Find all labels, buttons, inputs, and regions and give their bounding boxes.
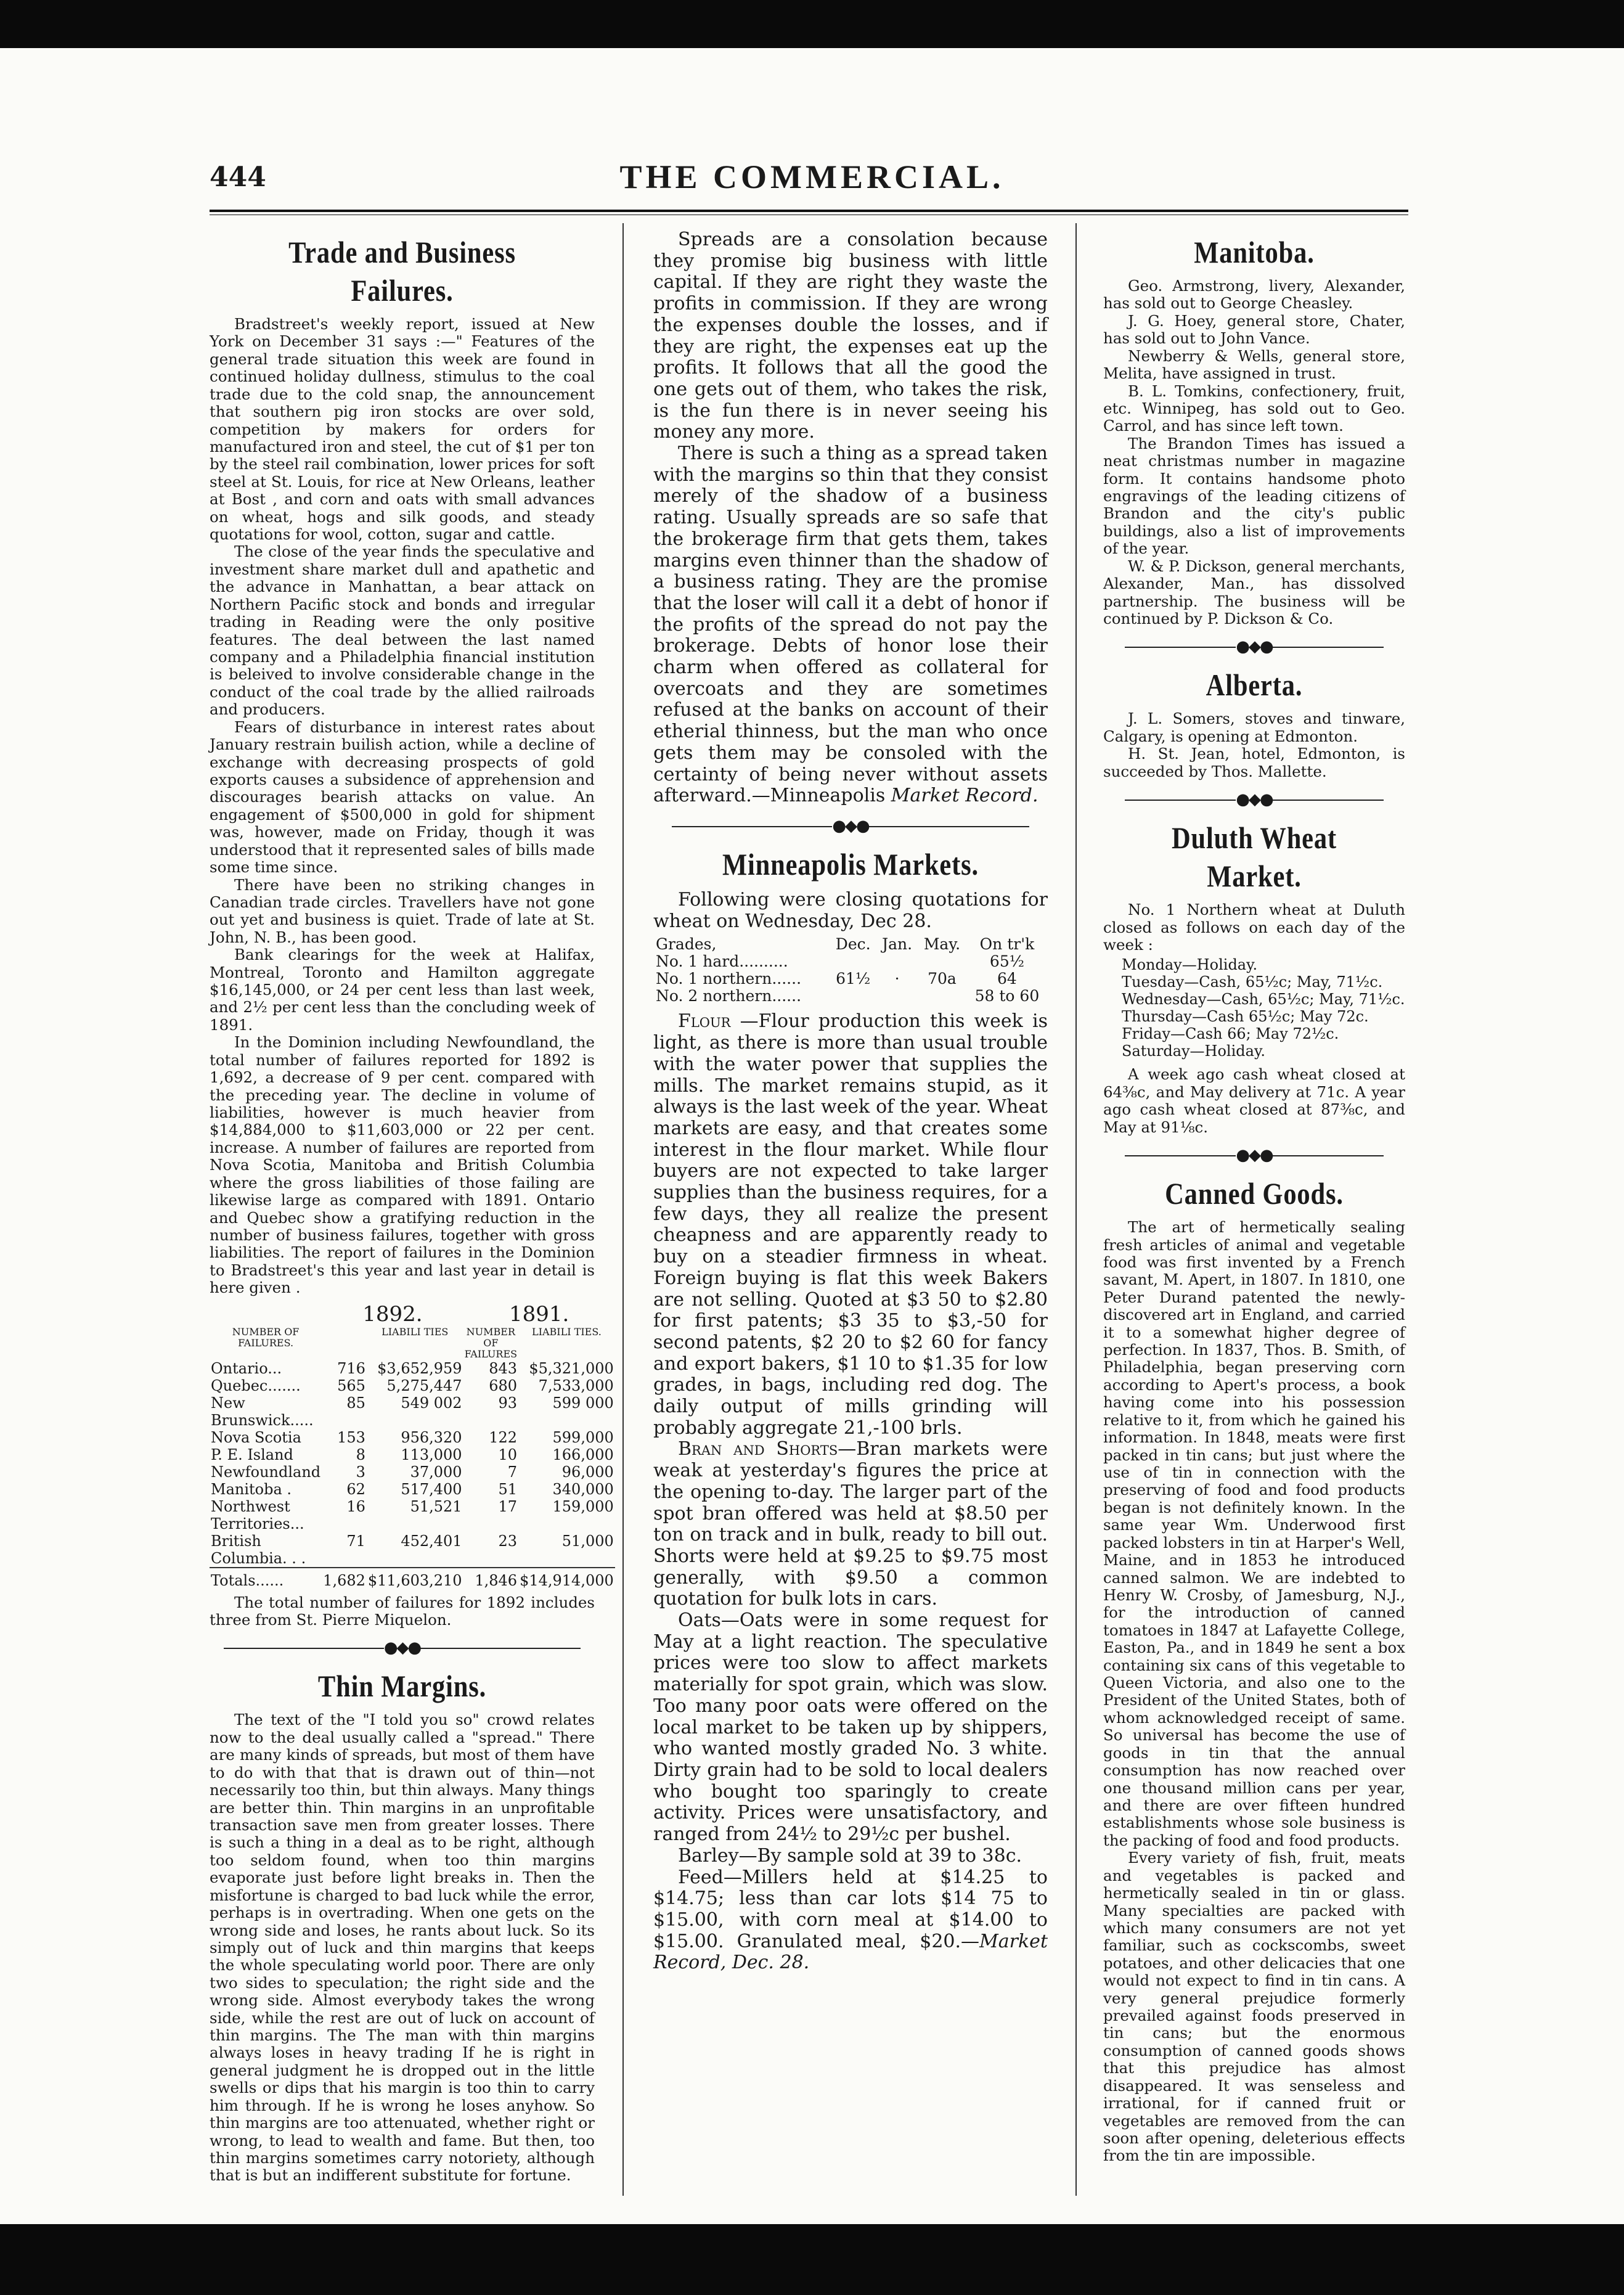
flour-paragraph: Flour —Flour production this week is light, as there is more than usual trouble with the water power that supplies the mills. The market remains stupid, as it always is the last week of the year. Wheat markets are easy, and that creates some interest in the flour market. While flour buyers are not expected to take larger supplies than the business requires, for a few days, they all realize the present cheapness and are apparently ready to buy on a steadier firmness in wheat. Foreign buying is flat this week Bakers are not selling. Quoted at $3 50 to $2.80 for first patents; $3 35 to $3,-50 for second patents, $2 20 to $2 60 for fancy and export bakers, $1 10 to $1.35 for low grades, in bags, including red dog. The daily output of mills grinding will probably aggregate 21,-100 brls. — [653, 1010, 1048, 1439]
column-header: NUMBER OF FAILURES — [464, 1325, 518, 1360]
list-item: H. St. Jean, hotel, Edmonton, is succeeded by Thos. Mallette. — [1103, 745, 1405, 780]
trade-paragraph: Bank clearings for the week at Halifax, Montreal, Toronto and Hamilton aggregate $16,145,000, or 24 per cent less than last week, and 2½ per cent less than the concluding week of 1891. — [210, 946, 595, 1034]
column-2 — [653, 229, 1048, 1974]
year-1891-label: 1891. — [509, 1301, 569, 1327]
minneapolis-heading: Minneapolis Markets. — [722, 846, 979, 882]
column-divider — [622, 223, 624, 2196]
source-citation: Market Record. — [891, 785, 1038, 807]
table-row: Newfoundland 3 37,000 7 96,000 — [211, 1463, 614, 1481]
trade-failures-heading: Trade and Business Failures. — [288, 235, 516, 308]
trade-paragraph: In the Dominion including Newfoundland, the total number of failures reported for 1892 is 1,692, a decrease of 9 per cent. compared with the preceding year. The decline in volume of liabilities, however is much heavier from $14,884,000 to $11,603,000 or 22 per cent. increase. A number of failures are reported from Nova Scotia, Manitoba and British Columbia where the gross liabilities of those failing are likewise large as compared with 1891. Ontario and Quebec show a gratifying reduction in the number of business failures, together with gross liabilities. The report of failures in the Dominion to Bradstreet's this year and last year in detail is here given . — [210, 1033, 595, 1297]
table-row: Ontario... 716 $3,652,959 843 $5,321,000 — [211, 1359, 614, 1377]
list-item: Monday—Holiday. — [1122, 956, 1258, 974]
list-item: J. L. Somers, stoves and tinware, Calgary, is opening at Edmonton. — [1103, 710, 1405, 745]
column-header: LIABILI TIES. — [532, 1325, 602, 1338]
feed-paragraph: Feed—Millers held at $14.25 to $14.75; less than car lots $14 75 to $15.00, with corn meal at $14.00 to $15.00. Granulated meal, $20.—Market Record, Dec. 28. — [653, 1866, 1048, 1974]
list-item: Saturday—Holiday. — [1122, 1042, 1265, 1060]
table-row: Quebec....... 565 5,275,447 680 7,533,000 — [211, 1377, 614, 1394]
header-rule — [210, 210, 1408, 215]
duluth-intro: No. 1 Northern wheat at Duluth closed as follows on each day of the week : — [1103, 901, 1405, 954]
table-row: Northwest Territories... 16 51,521 17 159,000 — [211, 1497, 614, 1532]
list-item: Newberry & Wells, general store, Melita, have assigned in trust. — [1103, 346, 1405, 383]
trade-paragraph: Fears of disturbance in interest rates about January restrain builish action, while a decline of exchange with decreasing prospects of gold exports causes a subsidence of apprehension and discourages bearish attacks on value. An engagement of $500,000 in gold for shipment was, however, made on Friday, though it was understood that it represented sales of bills made some time since. — [210, 718, 595, 877]
table-row: No. 1 hard.......... 65½ — [656, 952, 1024, 971]
column-header: LIABILI TIES — [382, 1325, 449, 1338]
top-scan-border — [0, 0, 1624, 48]
duluth-heading: Duluth Wheat Market. — [1171, 820, 1337, 894]
oats-paragraph: Oats—Oats were in some request for May at a light reaction. The speculative prices were too slow to affect markets materially for spot grain, which was slow. Too many poor oats were offered on the local market to be taken up by shippers, who wanted mostly graded No. 3 white. Dirty grain had to be sold to local dealers who bought too sparingly to create activity. Prices were unsatisfactory, and ranged from 24½ to 29½c per bushel. — [653, 1610, 1048, 1846]
section-ornament: ●◆● — [1103, 639, 1405, 655]
bran-paragraph: Bran and Shorts—Bran markets were weak at yesterday's figures the price at the opening to-day. The larger part of the spot bran offered was held at $8.50 per ton on track and in bulk, ready to bill out. Shorts were held at $9.25 to $9.75 most generally, with $9.50 a common quotation for bulk lots in cars. — [653, 1438, 1048, 1610]
table-row: P. E. Island 8 113,000 10 166,000 — [211, 1446, 614, 1463]
trade-paragraph: The total number of failures for 1892 includes three from St. Pierre Miquelon. — [210, 1593, 595, 1629]
list-item: Wednesday—Cash, 65½c; May, 71½c. — [1122, 991, 1405, 1008]
alberta-heading: Alberta. — [1206, 668, 1303, 703]
table-row: No. 2 northern...... 58 to 60 — [656, 987, 1040, 1005]
list-item: Geo. Armstrong, livery, Alexander, has sold out to George Cheasley. — [1103, 277, 1405, 313]
thin-margins-paragraph: There is such a thing as a spread taken with the margins so thin that they consist merely of the shadow of a business rating. Usually spreads are so safe that the brokerage firm that gets them, takes margins even thinner than the shadow of a business rating. They are the promise that the loser will call it a debt of honor if the profits of the spread do not pay the brokerage. Debts of honor lose their charm when offered as collateral for overcoats and they are sometimes refused at the banks on account of their etherial thinness, but the man who once gets them may be consoled with the certainty of being never without assets afterward.—Minneapolis Market Record. — [653, 443, 1048, 807]
table-row: Manitoba . 62 517,400 51 340,000 — [211, 1480, 614, 1498]
thin-margins-heading: Thin Margins. — [317, 1669, 487, 1704]
section-ornament: ●◆● — [653, 818, 1048, 834]
column-header: NUMBER OF FAILURES. — [232, 1325, 300, 1349]
column-divider — [1075, 223, 1077, 2196]
list-item: The Brandon Times has issued a neat christmas number in magazine form. It contains handsome photo engravings of the leading citizens of Brandon and the city's public buildings, also a list of improvements of the year. — [1103, 434, 1405, 558]
section-ornament: ●◆● — [1103, 1147, 1405, 1163]
canned-goods-paragraph: Every variety of fish, fruit, meats and vegetables is packed and hermetically sealed in tin or glass. Many specialties are packed with which many consumers are not yet familiar, such as cockscombs, sweet potatoes, and other delicacies that one would not expect to find in tin cans. A very general prejudice formerly prevailed against foods preserved in tin cans; but the enormous consumption of canned goods shows that this prejudice has almost disappeared. It was senseless and irrational, for if canned fruit or vegetables are removed from the can soon after opening, deleterious effects from the tin are impossible. — [1103, 1849, 1405, 2165]
list-item: J. G. Hoey, general store, Chater, has sold out to John Vance. — [1103, 311, 1405, 348]
canned-goods-heading: Canned Goods. — [1165, 1176, 1344, 1211]
list-item: B. L. Tomkins, confectionery, fruit, etc. Winnipeg, has sold out to Geo. Carrol, and has since left town. — [1103, 382, 1405, 435]
page-header — [0, 148, 1624, 216]
table-row: British Columbia. . . 71 452,401 23 51,000 — [211, 1532, 614, 1567]
bottom-scan-border — [0, 2224, 1624, 2295]
list-item: Thursday—Cash 65½c; May 72c. — [1122, 1008, 1369, 1026]
trade-paragraph: Bradstreet's weekly report, issued at New York on December 31 says :—" Features of the general trade situation this week are found in continued holiday dullness, stimulus to the coal trade due to the cold snap, the announcement that southern pig iron stocks are over sold, competition by makers for orders for manufactured iron and steel, the cut of $1 per ton by the steel rail combination, lower prices for soft steel at St. Louis, for rice at New Orleans, leather at Bost , and corn and oats with small advances on wheat, hogs and silk goods, and steady quotations for wool, cotton, sugar and cattle. — [210, 315, 595, 544]
column-3 — [1103, 229, 1405, 2165]
table-row: New Brunswick..... 85 549 002 93 599 000 — [211, 1394, 614, 1429]
list-item: Tuesday—Cash, 65½c; May, 71½c. — [1122, 973, 1383, 991]
trade-paragraph: The close of the year finds the speculative and investment share market dull and apathetic and the advance in Manhattan, a bear attack on Northern Pacific stock and bonds and irregular trading in Reading were the only positive features. The deal between the last named company and a Philadelphia financial institution is beleived to involve considerable change in the conduct of the coal trade by the allied railroads and producers. — [210, 542, 595, 719]
section-ornament: ●◆● — [1103, 792, 1405, 808]
table-row: No. 1 northern...... 61½ · 70a 64 — [656, 970, 1017, 988]
duluth-daily-prices — [1122, 956, 1405, 1060]
thin-margins-paragraph: Spreads are a consolation because they promise big business with little capital. If they are right they waste the profits in commission. If they are wrong the expenses double the losses, and if they are right, the expenses eat up the profits. It follows that all the good the one gets out of them, who takes the risk, is the fun there is in never seeing his money any more. — [653, 229, 1048, 443]
manitoba-heading: Manitoba. — [1194, 235, 1315, 269]
column-1 — [210, 229, 614, 2185]
minneapolis-intro: Following were closing quotations for wheat on Wednesday, Dec 28. — [653, 888, 1048, 932]
trade-paragraph: There have been no striking changes in Canadian trade circles. Travellers have not gone out yet and business is quiet. Trade of late at St. John, N. B., has been good. — [210, 875, 595, 946]
year-1892-label: 1892. — [362, 1301, 423, 1327]
canned-goods-paragraph: The art of hermetically sealing fresh articles of animal and vegetable food was first invented by a French savant, M. Apert, in 1807. In 1810, one Peter Durand patented the newly-discovered art in England, and carried it to a somewhat higher degree of perfection. In 1837, Thos. B. Smith, of Philadelphia, began preserving corn according to Apert's process, a book having come into his possession relative to it, from which he gained his information. In 1848, meats were first packed in tin cans; but just where the use of tin in connection with the preserving of food and food products began is not definitely known. In the same year Wm. Underwood first packed lobsters in tin at Harper's Well, Maine, and in 1853 he introduced canned salmon. We are indebted to Henry W. Crosby, of Jamesburg, N.J., for the introduction of canned tomatoes in 1847 at Lafayette College, Easton, Pa., and in 1849 he sent a box containing six cans of this vegetable to Queen Victoria, and also one to the President of the United States, both of whom acknowledged receipt of same. So universal has become the use of goods in tin that the annual consumption has now reached over one thousand million cans per year, and there are over fifteen hundred establishments whose sole business is the packing of food and food products. — [1103, 1218, 1405, 1849]
duluth-summary: A week ago cash wheat closed at 64⅜c, and May delivery at 71c. A year ago cash wheat closed at 87⅜c, and May at 91⅛c. — [1103, 1065, 1405, 1136]
newspaper-title: THE COMMERCIAL. — [619, 158, 1005, 195]
list-item: Friday—Cash 66; May 72½c. — [1122, 1025, 1339, 1043]
page-number: 444 — [210, 162, 266, 193]
barley-paragraph: Barley—By sample sold at 39 to 38c. — [678, 1844, 1022, 1867]
list-item: W. & P. Dickson, general merchants, Alexander, Man., has dissolved partnership. The business will be continued by P. Dickson & Co. — [1103, 557, 1405, 628]
section-ornament: ●◆● — [210, 1640, 595, 1656]
table-row: Nova Scotia 153 956,320 122 599,000 — [211, 1428, 614, 1446]
thin-margins-paragraph: The text of the "I told you so" crowd relates now to the deal usually called a "spread." There are many kinds of spreads, but most of them have to do with that that is drawn out of thin—not necessarily too thin, but thin always. Many things are better thin. Thin margins in an unprofitable transaction save men from greater losses. There is such a thing in a deal as to be right, although too seldom found, when too thin margins evaporate just before light breaks in. Then the misfortune is charged to bad luck while the error, perhaps is in overtrading. When one gets on the wrong side and loses, he rants about luck. So its simply out of luck and thin margins that keeps the whole speculating world poor. There are only two sides to speculation; the right side and the wrong side. Almost everybody takes the wrong side, while the rest are out of luck on account of thin margins. The The man with thin margins always loses in heavy trading If he is right in general judgment he is dropped out in the little swells or dips that his margin is too thin to carry him through. If he is wrong he loses anyhow. So thin margins are too attenuated, whether right or wrong, to lead to wealth and fame. But then, too thin margins sometimes carry notoriety, although that is but an indifferent substitute for fortune. — [210, 1711, 595, 2185]
wheat-quotation-table: Grades, Dec. Jan. May. On tr'k No. 1 hard.......... 65½ No. 1 northern...... 61½ · 70a 64 No. 2 northern...... 58 to 60 — [653, 936, 1048, 1005]
failures-table — [210, 1302, 615, 1589]
totals-row: Totals...... 1,682 $11,603,210 1,846 $14,914,000 — [210, 1568, 615, 1589]
